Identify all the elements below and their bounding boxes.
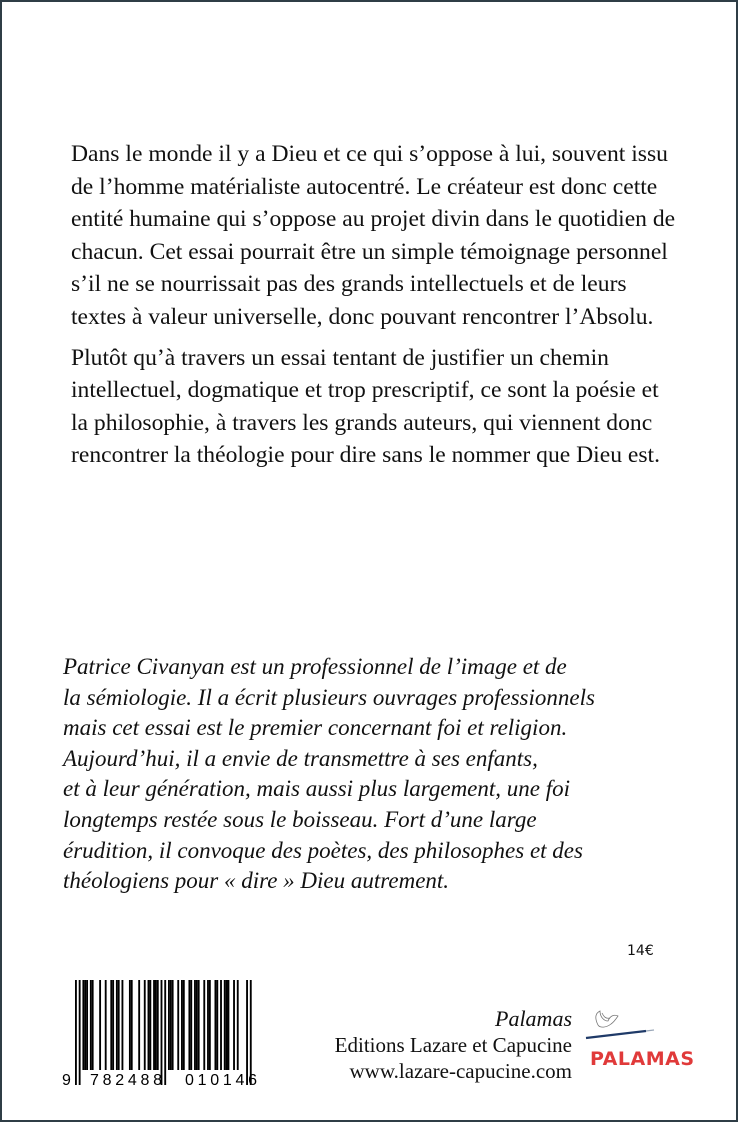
barcode-bar (118, 980, 120, 1070)
barcode-bar (164, 980, 166, 1085)
palamas-logo (584, 1007, 704, 1072)
bio-line: la sémiologie. Il a écrit plusieurs ouvrages professionnels (63, 684, 595, 710)
blurb-paragraph-1: Dans le monde il y a Dieu et ce qui s’oppose à lui, souvent issu de l’homme matérialiste autocentré. Le créateur est donc cette entité humaine qui s’oppose au projet divin dans le quotidien de chacun. Cet essai pourrait être un simple témoignage personnel s’il ne se nourrissait pas des grands intellectuels et de leurs textes à valeur universelle, donc pouvant rencontrer l’Absolu. (71, 141, 676, 330)
barcode-bar (138, 980, 140, 1070)
barcode-bar (183, 980, 185, 1070)
book-back-cover (2, 2, 736, 1120)
blurb-paragraph-2: Plutôt qu’à travers un essai tentant de justifier un chemin intellectuel, dogmatique et trop prescriptif, ce sont la poésie et la philosophie, à travers les grands auteurs, qui viennent donc rencontrer la théologie pour dire sans le nommer que Dieu est. (71, 344, 660, 469)
bio-line: Aujourd’hui, il a envie de transmettre à ses enfants, (63, 745, 538, 771)
barcode-bar (203, 980, 205, 1070)
author-bio (63, 652, 703, 897)
bio-line: érudition, il convoque des poètes, des philosophes et des (63, 837, 583, 863)
barcode-bar (172, 980, 174, 1070)
bio-line: longtemps restée sous le boisseau. Fort d’une large (63, 806, 537, 832)
barcode-bar (90, 980, 92, 1070)
logo-text: PALAMAS (590, 1048, 694, 1070)
barcode-bar (216, 980, 218, 1070)
barcode-bar (122, 980, 124, 1070)
series-name: Palamas (495, 1006, 572, 1031)
barcode-bar (170, 980, 172, 1070)
barcode-bar (161, 980, 163, 1085)
isbn-barcode (62, 977, 276, 1089)
barcode-bar (110, 980, 112, 1070)
barcode-bar (112, 980, 114, 1070)
barcode-bar (181, 980, 183, 1070)
barcode-first-digit: 9 (62, 1072, 71, 1089)
barcode-left-group: 782488 (90, 1072, 162, 1089)
publisher-info (335, 1006, 572, 1084)
bio-line: théologiens pour « dire » Dieu autrement. (63, 868, 450, 894)
barcode-bar (157, 980, 159, 1070)
publisher-name: Editions Lazare et Capucine (334, 1033, 572, 1057)
bio-line: Patrice Civanyan est un professionnel de l’image et de (63, 654, 567, 679)
barcode-bar (188, 980, 190, 1070)
bio-line: et à leur génération, mais aussi plus largement, une foi (63, 776, 571, 802)
barcode-right-group: 010146 (185, 1072, 257, 1089)
barcode-bar (228, 980, 230, 1070)
pen-icon (586, 1030, 654, 1038)
barcode-bar (224, 980, 226, 1070)
barcode-bar (79, 980, 81, 1085)
barcode-bar (196, 980, 198, 1070)
barcode-bar (105, 980, 107, 1070)
barcode-bar (82, 980, 84, 1070)
barcode-bar (233, 980, 235, 1070)
barcode-bar (237, 980, 239, 1070)
barcode-bar (144, 980, 146, 1070)
barcode-bar (209, 980, 211, 1070)
barcode-bar (155, 980, 157, 1070)
barcode-bar (84, 980, 86, 1070)
barcode-bar (92, 980, 94, 1070)
barcode-bar (190, 980, 192, 1070)
price: 14€ (627, 943, 654, 959)
barcode-bar (148, 980, 150, 1070)
barcode-bar (220, 980, 222, 1070)
barcode-bar (116, 980, 118, 1070)
barcode-bar (215, 980, 217, 1070)
barcode-bar (194, 980, 196, 1070)
barcode-bars (75, 980, 252, 1085)
barcode-bar (198, 980, 200, 1070)
barcode-bar (250, 980, 252, 1085)
barcode-bar (246, 980, 248, 1085)
bio-line: mais cet essai est le premier concernant foi et religion. (63, 715, 568, 741)
barcode-bar (131, 980, 133, 1070)
barcode-bar (149, 980, 151, 1070)
barcode-bar (207, 980, 209, 1070)
barcode-bar (99, 980, 101, 1070)
barcode-bar (168, 980, 170, 1070)
dove-icon (596, 1011, 618, 1027)
barcode-bar (75, 980, 77, 1085)
blurb (71, 138, 681, 480)
publisher-website: www.lazare-capucine.com (349, 1059, 572, 1083)
barcode-bar (129, 980, 131, 1070)
barcode-bar (86, 980, 88, 1070)
barcode-bar (153, 980, 155, 1070)
barcode-bar (177, 980, 179, 1070)
barcode-bar (226, 980, 228, 1070)
